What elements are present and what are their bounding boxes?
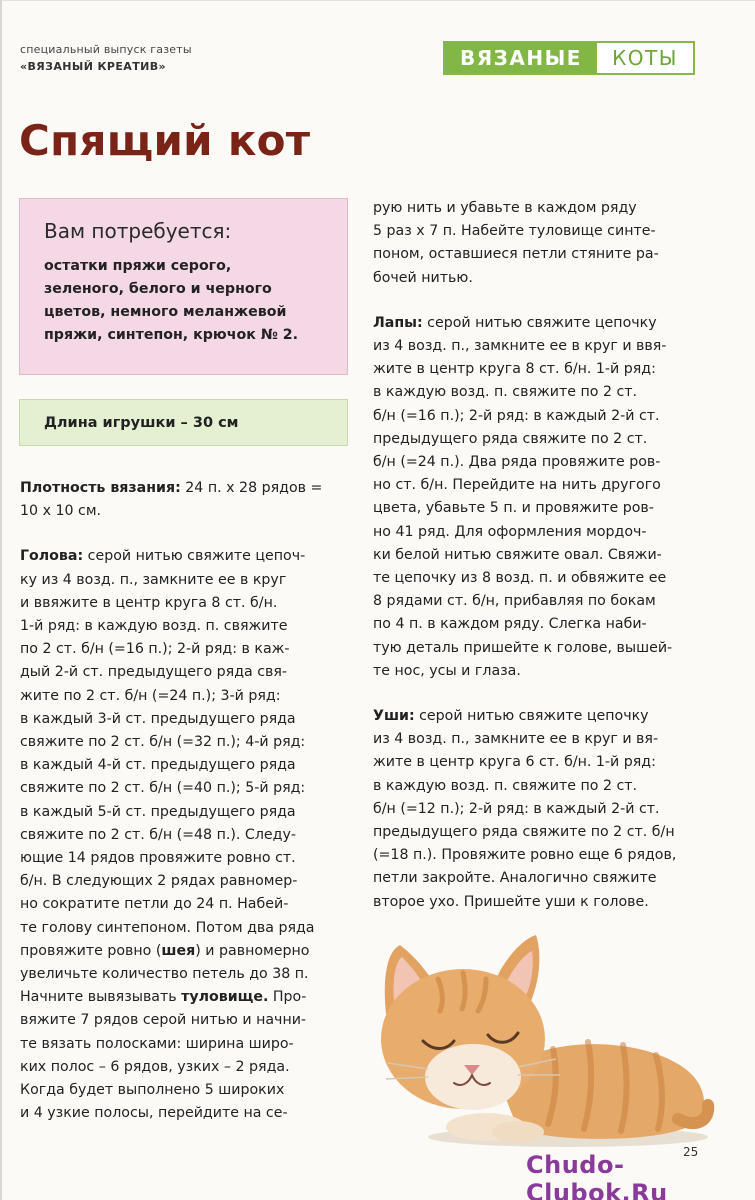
text-line: дый 2-й ст. предыдущего ряда свя- <box>20 664 288 681</box>
paws-paragraph <box>373 312 699 683</box>
text-line: ющие 14 рядов провяжите ровно ст. <box>20 850 296 867</box>
text-line: предыдущего ряда свяжите по 2 ст. б/н <box>373 824 675 841</box>
text-line: жите по 2 ст. б/н (=24 п.); 3-й ряд: <box>20 687 281 704</box>
text-line: по 4 п. в каждом ряду. Слегка наби- <box>373 616 647 633</box>
text-line: увеличьте количество петель до 38 п. <box>20 966 309 983</box>
text-line: 10 х 10 см. <box>20 503 102 520</box>
text-line: вяжите 7 рядов серой нитью и начни- <box>20 1012 307 1029</box>
left-column <box>20 477 348 1147</box>
text-line: из 4 возд. п., замкните ее в круг и вя- <box>373 731 659 748</box>
badge-right-label: КОТЫ <box>597 43 693 73</box>
text-line: ки белой нитью свяжите овал. Свяжи- <box>373 546 662 563</box>
text-line: б/н. В следующих 2 рядах равномер- <box>20 873 298 890</box>
text-line: ких полос – 6 рядов, узких – 2 ряда. <box>20 1058 290 1075</box>
text-line: свяжите по 2 ст. б/н (=32 п.); 4-й ряд: <box>20 734 306 751</box>
text-line: петли закройте. Аналогично свяжите <box>373 870 657 887</box>
text-line: 8 рядами ст. б/н, прибавляя по бокам <box>373 593 656 610</box>
text-line: цвета, убавьте 5 п. и провяжите ров- <box>373 500 654 517</box>
text-line: те цепочку из 8 возд. п. и обвяжите ее <box>373 570 667 587</box>
text-line: но 41 ряд. Для оформления мордоч- <box>373 523 647 540</box>
text-line: в каждый 4-й ст. предыдущего ряда <box>20 757 296 774</box>
text-line: по 2 ст. б/н (=16 п.); 2-й ряд: в каж- <box>20 641 290 658</box>
publication-title: «ВЯЗАНЫЙ КРЕАТИВ» <box>20 60 167 73</box>
site-watermark: Chudo-Clubok.Ru <box>526 1151 668 1200</box>
section-badge <box>443 41 695 75</box>
neck-label: шея <box>161 942 196 959</box>
text-line: 1-й ряд: в каждую возд. п. свяжите <box>20 618 288 635</box>
materials-box <box>19 198 348 375</box>
page-number: 25 <box>683 1145 699 1159</box>
text-line: свяжите по 2 ст. б/н (=40 п.); 5-й ряд: <box>20 780 306 797</box>
materials-text <box>44 255 331 347</box>
text-line: и ввяжите в центр круга 8 ст. б/н. <box>20 594 278 611</box>
body-label: туловище. <box>181 989 269 1006</box>
text-line: но ст. б/н. Перейдите на нить другого <box>373 477 661 494</box>
text-line: Уши: серой нитью свяжите цепочку <box>373 708 649 725</box>
density-label: Плотность вязания: <box>20 480 181 496</box>
text-line: свяжите по 2 ст. б/н (=48 п.). Следу- <box>20 826 296 843</box>
ears-paragraph <box>373 705 699 914</box>
text-line: в каждый 5-й ст. предыдущего ряда <box>20 803 296 820</box>
text-line: б/н (=24 п.). Два ряда провяжите ров- <box>373 454 661 471</box>
text-line: провяжите ровно (шея) и равномерно <box>20 942 310 959</box>
text-line: поном, оставшиеся петли стяните ра- <box>373 246 659 263</box>
ears-label: Уши: <box>373 708 415 725</box>
text-line: те голову синтепоном. Потом два ряда <box>20 919 315 936</box>
text-line: в каждый 3-й ст. предыдущего ряда <box>20 710 296 727</box>
text-line: рую нить и убавьте в каждом ряду <box>373 200 637 216</box>
text-line: бочей нитью. <box>373 269 473 286</box>
materials-heading: Вам потребуется: <box>44 219 232 243</box>
materials-line: цветов, немного меланжевой <box>44 304 287 320</box>
text-line: Начните вывязывать туловище. Про- <box>20 989 307 1006</box>
text-line: жите в центр круга 6 ст. б/н. 1-й ряд: <box>373 754 656 771</box>
text-line: тую деталь пришейте к голове, вышей- <box>373 639 673 656</box>
text-line: те нос, усы и глаза. <box>373 662 521 679</box>
text-line: в каждую возд. п. свяжите по 2 ст. <box>373 777 638 794</box>
materials-line: пряжи, синтепон, крючок № 2. <box>44 327 299 343</box>
materials-line: зеленого, белого и черного <box>44 281 272 297</box>
head-label: Голова: <box>20 548 84 565</box>
publication-name: специальный выпуск газеты <box>20 43 192 56</box>
text-line: (=18 п.). Провяжите ровно еще 6 рядов, <box>373 847 677 864</box>
toy-length-box: Длина игрушки – 30 см <box>19 399 348 446</box>
text-line: но сократите петли до 24 п. Набей- <box>20 896 289 913</box>
text-line: б/н (=16 п.); 2-й ряд: в каждый 2-й ст. <box>373 407 660 424</box>
density-paragraph <box>20 477 348 523</box>
text-line: второе ухо. Пришейте уши к голове. <box>373 893 649 910</box>
text-line: Плотность вязания: 24 п. х 28 рядов = <box>20 480 323 496</box>
sleeping-kitten-illustration <box>378 929 718 1154</box>
text-line: предыдущего ряда свяжите по 2 ст. <box>373 430 648 447</box>
badge-left-label: ВЯЗАНЫЕ <box>445 43 597 73</box>
text-line: Когда будет выполнено 5 широких <box>20 1082 285 1099</box>
text-line: жите в центр круга 8 ст. б/н. 1-й ряд: <box>373 361 656 378</box>
text-line: ку из 4 возд. п., замкните ее в круг <box>20 571 287 588</box>
text-line: из 4 возд. п., замкните ее в круг и ввя- <box>373 338 667 355</box>
text-line: те вязать полосками: ширина широ- <box>20 1035 294 1052</box>
page-title: Спящий кот <box>19 116 311 165</box>
text-line: Голова: серой нитью свяжите цепоч- <box>20 548 306 565</box>
text-line: Лапы: серой нитью свяжите цепочку <box>373 314 657 331</box>
body-continued-paragraph <box>373 197 699 290</box>
text-line: б/н (=12 п.); 2-й ряд: в каждый 2-й ст. <box>373 800 660 817</box>
text-line: и 4 узкие полосы, перейдите на се- <box>20 1105 288 1122</box>
materials-line: остатки пряжи серого, <box>44 258 232 274</box>
head-paragraph <box>20 545 348 1125</box>
text-line: в каждую возд. п. свяжите по 2 ст. <box>373 384 638 401</box>
paws-label: Лапы: <box>373 314 423 331</box>
right-column <box>373 197 699 936</box>
text-line: 5 раз х 7 п. Набейте туловище синте- <box>373 223 656 240</box>
